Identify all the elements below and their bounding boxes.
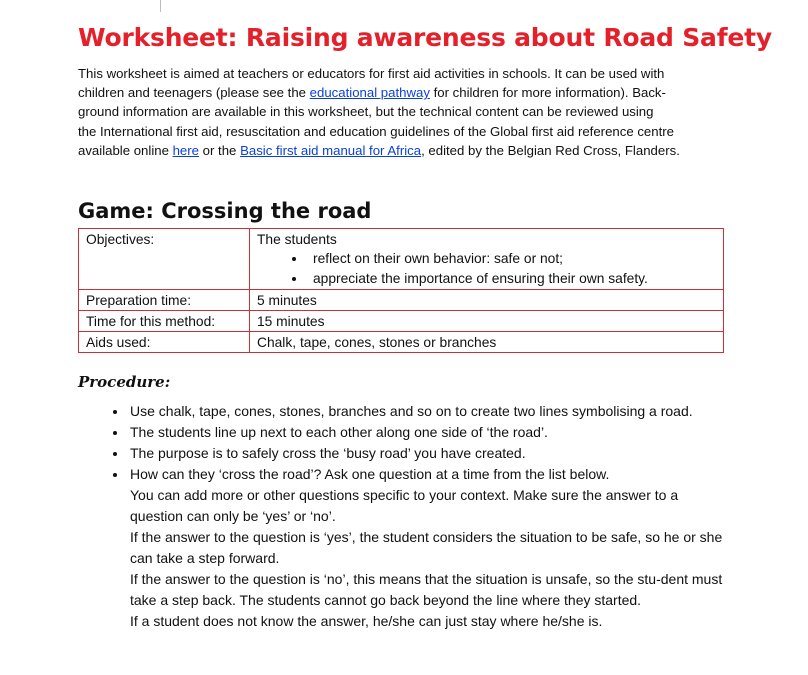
aids-label: Aids used: [79, 332, 250, 353]
method-time-value: 15 minutes [250, 311, 724, 332]
table-row [79, 311, 724, 332]
objectives-intro: The students [257, 232, 337, 248]
step-paragraph: If a student does not know the answer, he/she can just stay where he/she is. [130, 613, 603, 630]
first-aid-manual-link[interactable]: Basic first aid manual for Africa [240, 142, 422, 158]
method-time-label: Time for this method: [79, 311, 250, 332]
step-paragraph: If the answer to the question is ‘no’, this means that the situation is unsafe, so the stu-dent must take a step back. The students cannot go back beyond the line where they started. [130, 571, 723, 609]
list-item: • reflect on their own behavior: safe or not; [307, 249, 716, 269]
intro-line: the International first aid, resuscitation and education guidelines of the Global first aid reference centre [78, 123, 674, 139]
page-edge-marker [160, 0, 161, 12]
aids-value: Chalk, tape, cones, stones or branches [250, 332, 724, 353]
worksheet-page [78, 22, 772, 632]
list-item [128, 464, 726, 632]
objectives-list [257, 249, 716, 289]
list-item: • The purpose is to safely cross the ‘busy road’ you have created. [128, 443, 726, 464]
intro-text: , edited by the Belgian Red Cross, Flanders. [421, 142, 680, 158]
worksheet-title: Worksheet: Raising awareness about Road Safety [78, 23, 772, 52]
intro-line: This worksheet is aimed at teachers or educators for first aid activities in schools. It can be used with [78, 66, 665, 81]
table-row [79, 332, 724, 353]
step-paragraph: You can add more or other questions specific to your context. Make sure the answer to a question can only be ‘yes’ or ‘no’. [130, 487, 679, 525]
preparation-time-label: Preparation time: [79, 290, 250, 311]
table-row [79, 229, 724, 290]
list-item: • The students line up next to each other along one side of ‘the road’. [128, 422, 726, 443]
table-row [79, 290, 724, 311]
list-item: • appreciate the importance of ensuring their own safety. [307, 269, 716, 289]
here-link[interactable]: here [172, 142, 199, 158]
step-paragraph: • How can they ‘cross the road’? Ask one question at a time from the list below. [130, 466, 610, 483]
intro-text: children and teenagers (please see the [78, 85, 310, 101]
intro-paragraph [78, 64, 728, 160]
list-item: • Use chalk, tape, cones, stones, branches and so on to create two lines symbolising a road. [128, 401, 726, 422]
game-heading: Game: Crossing the road [78, 199, 372, 224]
intro-text: available online [78, 142, 173, 158]
intro-text: or the [199, 142, 241, 158]
objectives-label: Objectives: [79, 229, 250, 290]
intro-line: ground information are available in this worksheet, but the technical content can be reviewed using [78, 104, 654, 120]
step-paragraph: If the answer to the question is ‘yes’, the student considers the situation to be safe, so he or she can take a step forward. [130, 529, 723, 567]
intro-line [78, 141, 728, 160]
intro-line [78, 83, 728, 102]
educational-pathway-link[interactable]: educational pathway [309, 85, 430, 101]
preparation-time-value: 5 minutes [250, 290, 724, 311]
objectives-cell [250, 229, 724, 290]
game-info-table [78, 228, 724, 353]
intro-text: for children for more information). Back- [429, 85, 666, 101]
procedure-steps [78, 401, 726, 632]
procedure-heading: Procedure: [78, 373, 171, 392]
